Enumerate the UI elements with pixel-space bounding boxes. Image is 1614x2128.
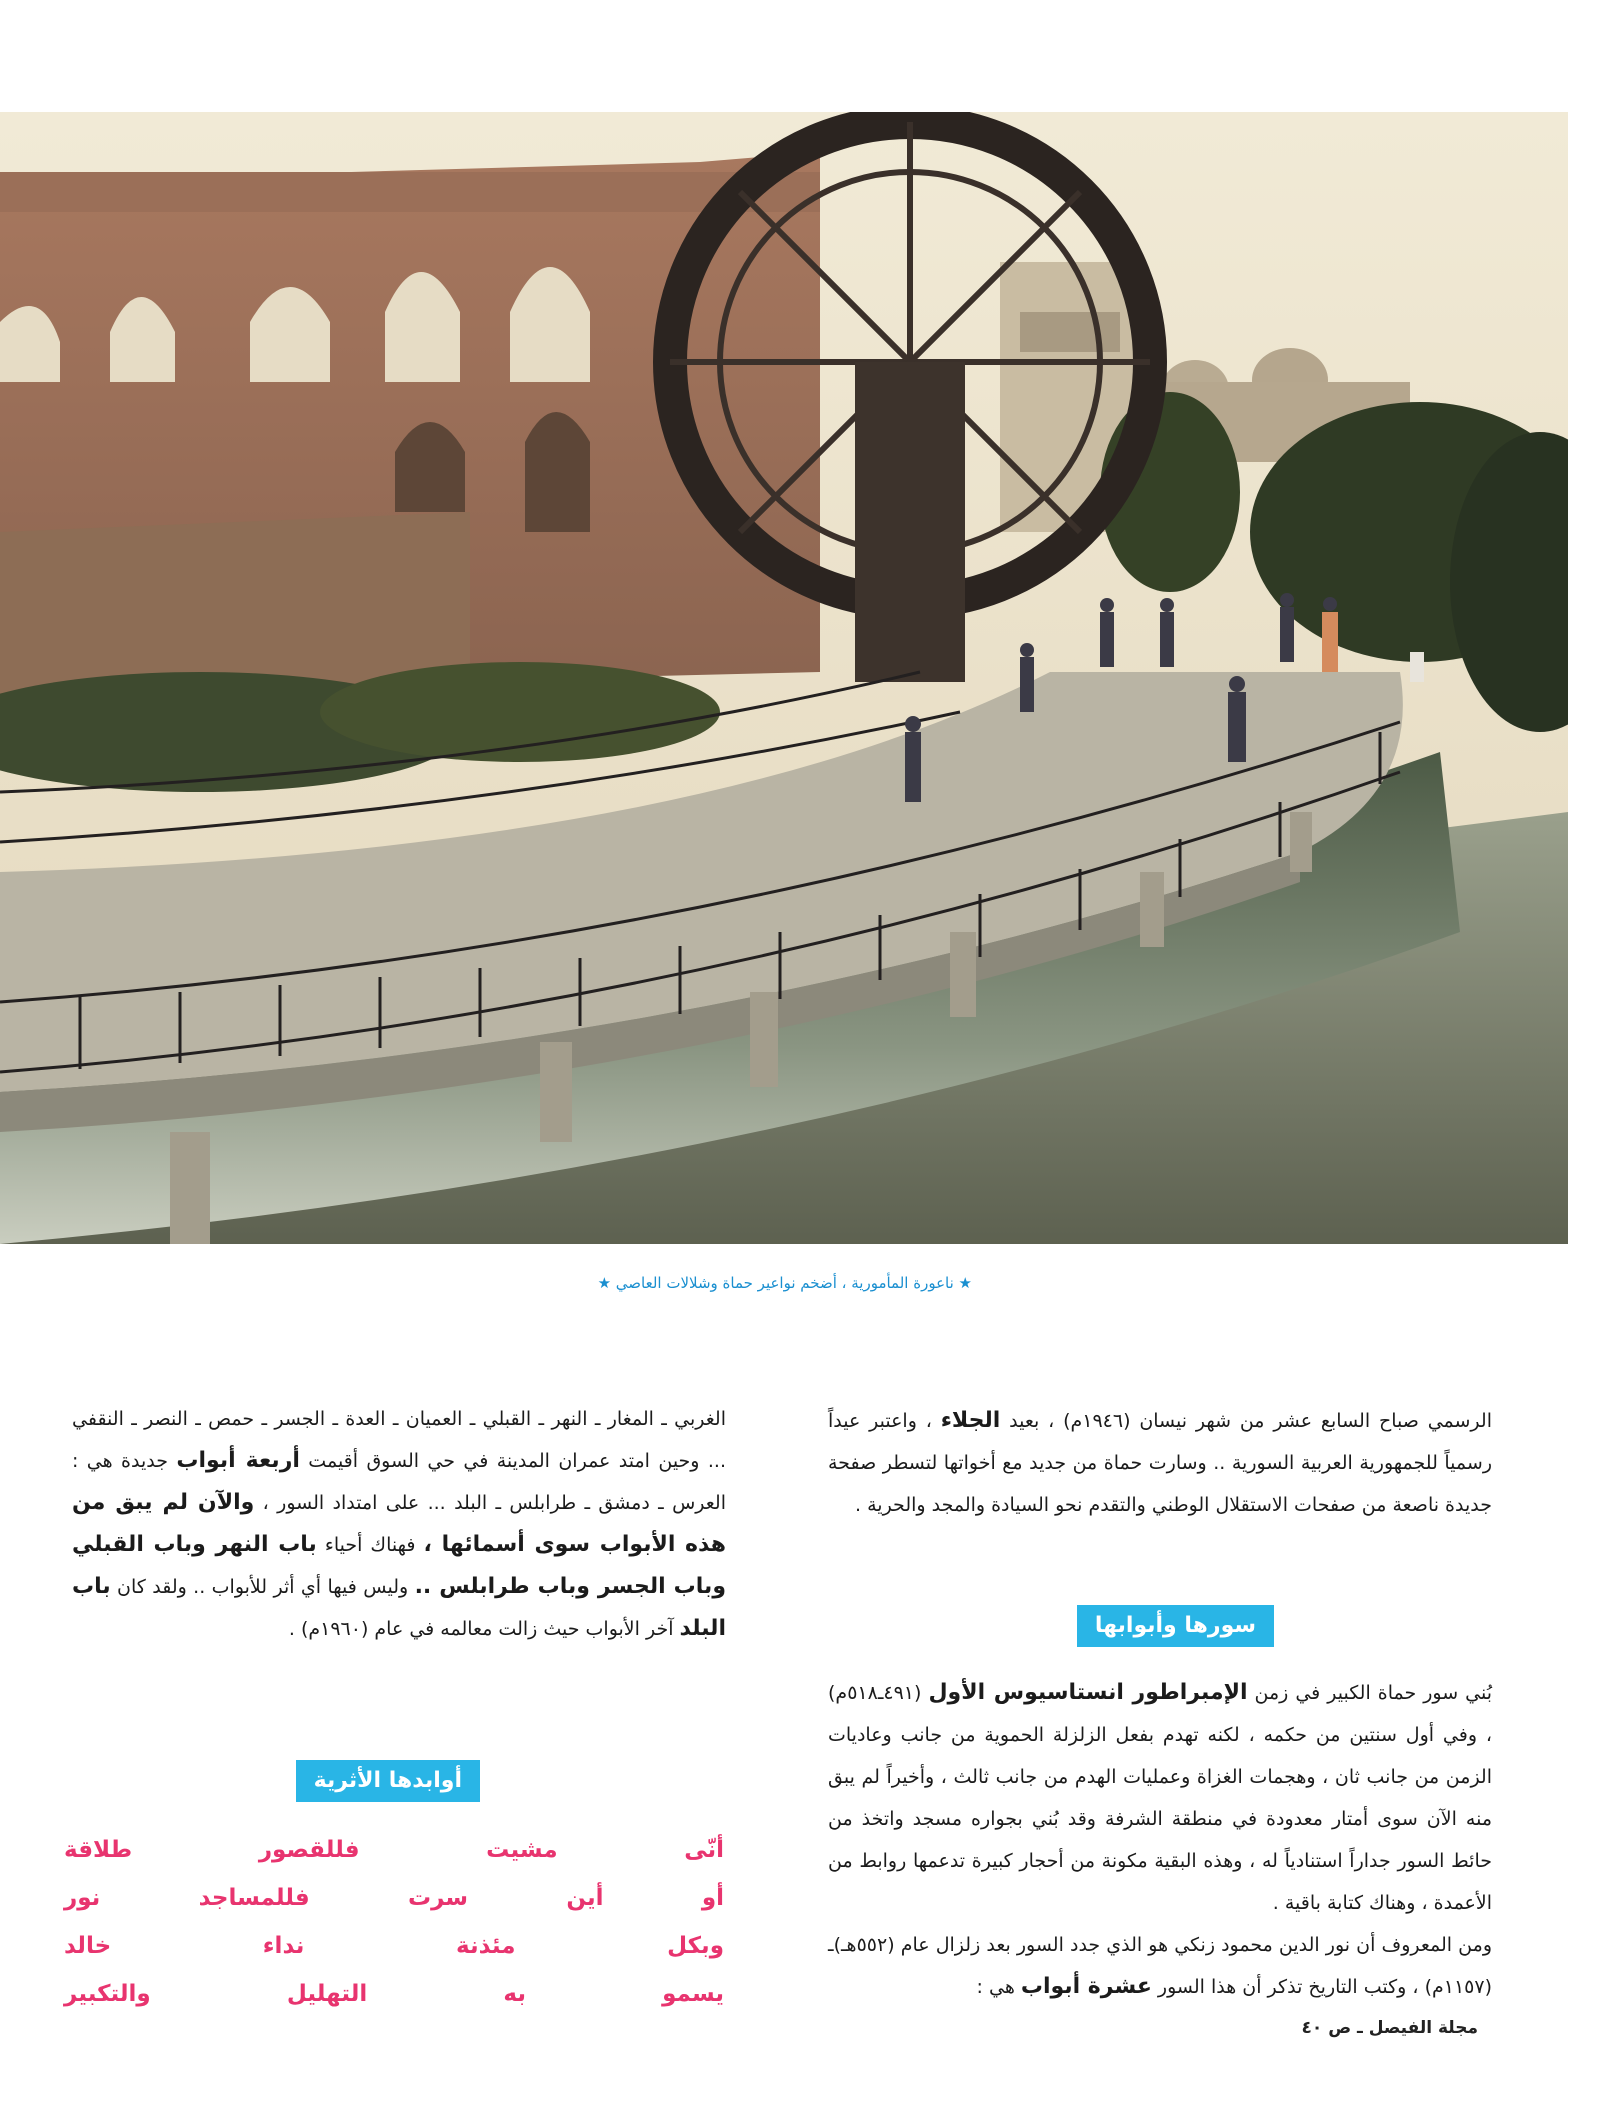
poem-word: أو bbox=[701, 1885, 724, 1911]
poem-word: يسمو bbox=[662, 1981, 724, 2007]
right-column-intro bbox=[828, 1400, 1492, 1526]
poem-line bbox=[64, 1826, 724, 1874]
gates-list-paragraph: الغربي ـ المغار ـ النهر ـ القبلي ـ العميان ـ العدة ـ الجسر ـ حمص ـ النصر ـ النقفي ... وحين امتد عمران المدينة في حي السوق أقيمت أربعة أبواب جديدة هي : العرس ـ دمشق ـ طرابلس ـ البلد ... على امتداد السور ، والآن لم يبق من هذه الأبواب سوى أسمائها ، فهناك أحياء باب النهر وباب القبلي وباب الجسر وباب طرابلس .. وليس فيها أي أثر للأبواب .. ولقد كان باب البلد آخر الأبواب حيث زالت معالمه في عام (١٩٦٠م) . bbox=[72, 1408, 727, 1641]
poem-word: أنّى bbox=[684, 1837, 724, 1863]
right-column-body bbox=[828, 1672, 1492, 2008]
poem-word: طلاقة bbox=[64, 1837, 133, 1863]
photo-caption: ★ ناعورة المأمورية ، أضخم نواعير حماة وشلالات العاصي ★ bbox=[597, 1274, 972, 1292]
section-heading-monuments: أوابدها الأثرية bbox=[296, 1760, 480, 1802]
poem-word: التهليل bbox=[286, 1981, 368, 2007]
left-column-body bbox=[72, 1398, 726, 1650]
poem-line bbox=[64, 1922, 724, 1970]
poem-word: أين bbox=[566, 1885, 604, 1911]
poem-word: به bbox=[503, 1981, 526, 2007]
poem-word: فللمساجد bbox=[198, 1885, 310, 1911]
poem-word: والتكبير bbox=[64, 1981, 151, 2007]
section-heading-walls: سورها وأبوابها bbox=[1077, 1605, 1274, 1647]
poem-word: نداء bbox=[262, 1933, 305, 1959]
poem-word: وبكل bbox=[667, 1933, 724, 1959]
poem bbox=[64, 1826, 724, 2018]
gates-paragraph: ومن المعروف أن نور الدين محمود زنكي هو الذي جدد السور بعد زلزال عام (٥٥٢هـ)ـ (١١٥٧م) ، وكتب التاريخ تذكر أن هذا السور عشرة أبواب هي : bbox=[828, 1934, 1492, 1999]
poem-word: سرت bbox=[408, 1885, 469, 1911]
poem-word: فللقصور bbox=[258, 1837, 360, 1863]
page-footer: مجلة الفيصل ـ ص ٤٠ bbox=[1301, 2018, 1478, 2038]
poem-word: نور bbox=[64, 1885, 101, 1911]
poem-line bbox=[64, 1970, 724, 2018]
poem-word: مئذنة bbox=[456, 1933, 516, 1959]
noria-photo bbox=[0, 112, 1568, 1244]
poem-line bbox=[64, 1874, 724, 1922]
walls-paragraph: بُني سور حماة الكبير في زمن الإمبراطور انستاسيوس الأول (٤٩١ـ٥١٨م) ، وفي أول سنتين من حكمه ، لكنه تهدم بفعل الزلزلة الحموية من جانب وعاديات الزمن من جانب ثان ، وهجمات الغزاة وعمليات الهدم من جانب ثالث ، وأخيراً لم يبق منه الآن سوى أمتار معدودة في منطقة الشرفة وقد بُني بجواره مسجد واتخذ من حائط السور جداراً استنادياً له ، وهذه البقية مكونة من أحجار كبيرة تدعمها روابط من الأعمدة ، وهناك كتابة باقية . bbox=[828, 1680, 1492, 1914]
poem-word: خالد bbox=[64, 1933, 112, 1959]
intro-paragraph: الرسمي صباح السابع عشر من شهر نيسان (١٩٤٦م) ، بعيد الجلاء ، واعتبر عيداً رسمياً للجمهورية العربية السورية .. وسارت حماة من جديد مع أخواتها لتسطر صفحة جديدة ناصعة من صفحات الاستقلال الوطني والتقدم نحو السيادة والمجد والحرية . bbox=[828, 1408, 1492, 1516]
poem-word: مشيت bbox=[486, 1837, 558, 1863]
